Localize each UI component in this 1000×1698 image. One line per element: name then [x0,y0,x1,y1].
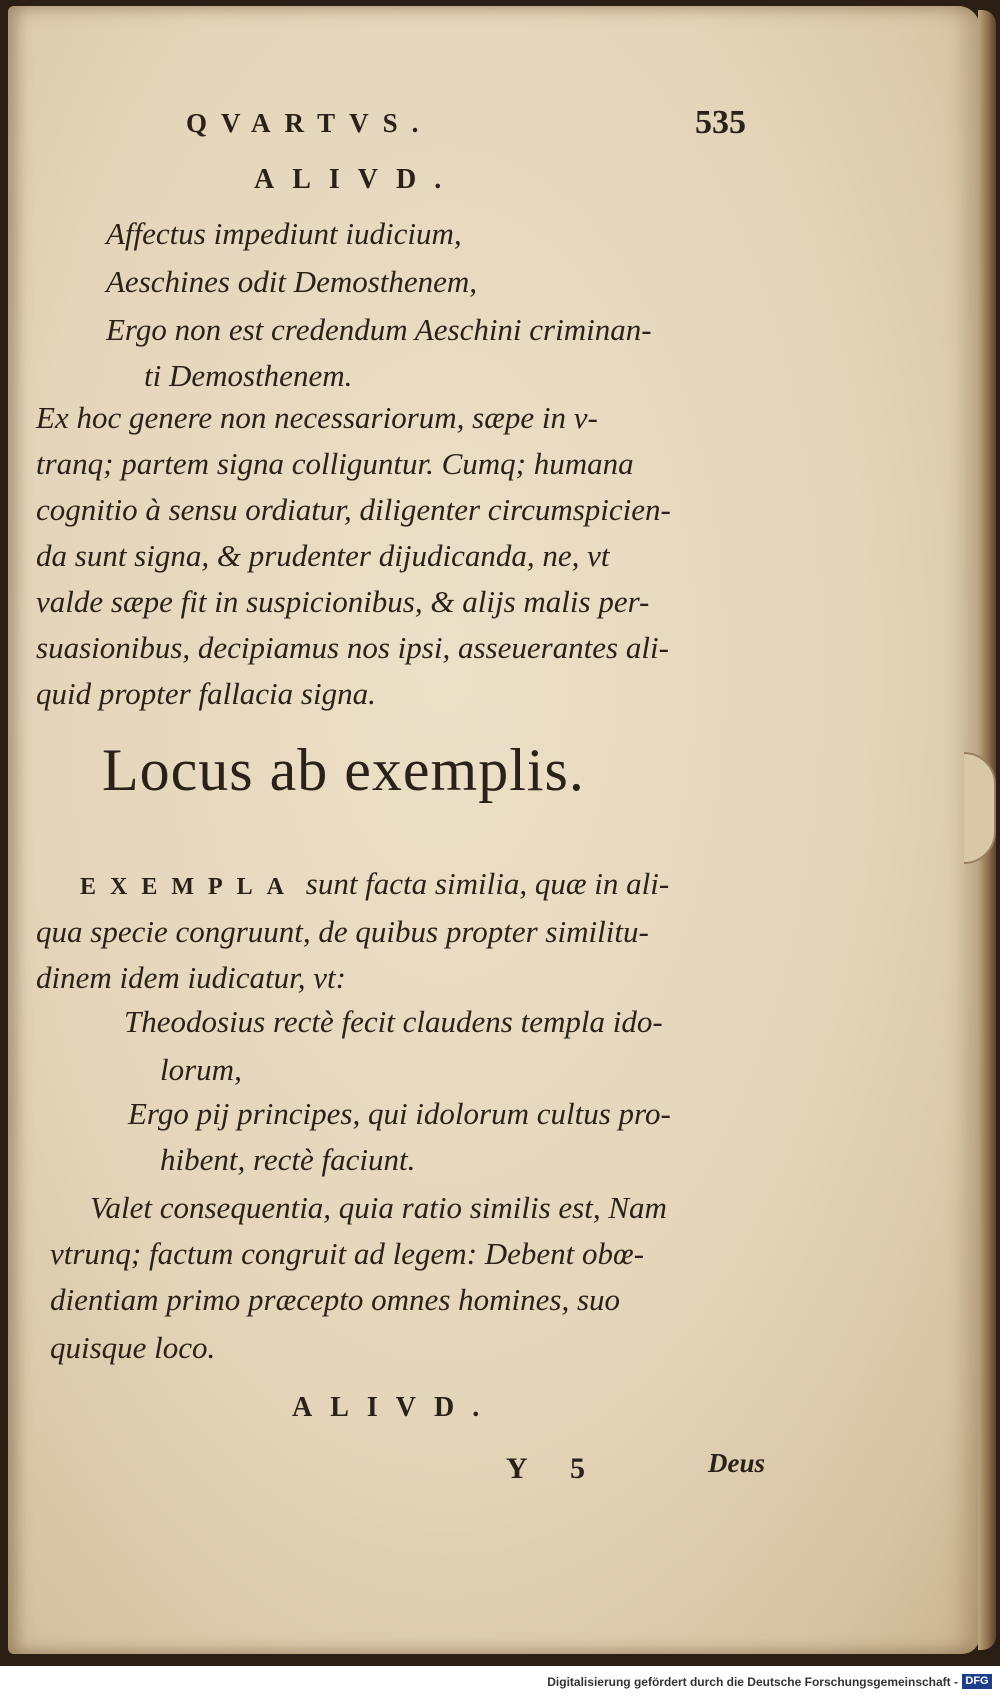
text-line: Ex hoc genere non necessariorum, sæpe in v- [36,400,598,435]
text-line: Ergo pij principes, qui idolorum cultus pro- [128,1096,671,1131]
section-title-aliud: ALIVD. [254,164,460,195]
text-line: quisque loco. [50,1330,216,1365]
exempla-lead: EXEMPLA [80,874,298,900]
text-line: Ergo non est credendum Aeschini criminan- [106,312,652,347]
signature-mark: Y 5 [506,1452,604,1485]
text-line: hibent, rectè faciunt. [160,1142,416,1177]
text-line: sunt facta similia, quæ in ali- [305,866,670,901]
section-title-aliud-next: ALIVD. [292,1392,498,1423]
text-line: vtrunq; factum congruit ad legem: Debent obœ- [50,1236,645,1271]
text-line: ti Demosthenem. [144,358,353,393]
running-title: QVARTVS. [186,108,433,138]
page-number: 535 [695,104,746,141]
text-line: quid propter fallacia signa. [36,676,376,711]
text-line: da sunt signa, & prudenter dijudicanda, ne, vt [36,538,610,573]
catchword: Deus [708,1448,766,1478]
definition-line-1 [80,868,669,899]
text-line: cognitio à sensu ordiatur, diligenter circumspicien- [36,492,671,527]
footer-credit: Digitalisierung gefördert durch die Deutsche Forschungsgemeinschaft - [547,1675,958,1689]
text-line: Aeschines odit Demosthenem, [106,264,478,299]
section-heading: Locus ab exemplis. [102,737,585,803]
dfg-logo: DFG [962,1674,992,1689]
text-line: suasionibus, decipiamus nos ipsi, asseuerantes ali- [36,630,669,665]
text-line: dinem idem iudicatur, vt: [36,960,346,995]
running-header [186,104,746,148]
text-line: valde sæpe fit in suspicionibus, & alijs malis per- [36,584,650,619]
text-line: lorum, [160,1052,242,1087]
text-line: tranq; partem signa colliguntur. Cumq; humana [36,446,634,481]
page-tab-marker [964,752,996,864]
text-line: dientiam primo præcepto omnes homines, suo [50,1282,621,1317]
text-line: Theodosius rectè fecit claudens templa ido- [124,1004,663,1039]
text-line: Valet consequentia, quia ratio similis est, Nam [90,1190,667,1225]
text-line: Affectus impediunt iudicium, [106,216,462,251]
text-line: qua specie congruunt, de quibus propter similitu- [36,914,649,949]
